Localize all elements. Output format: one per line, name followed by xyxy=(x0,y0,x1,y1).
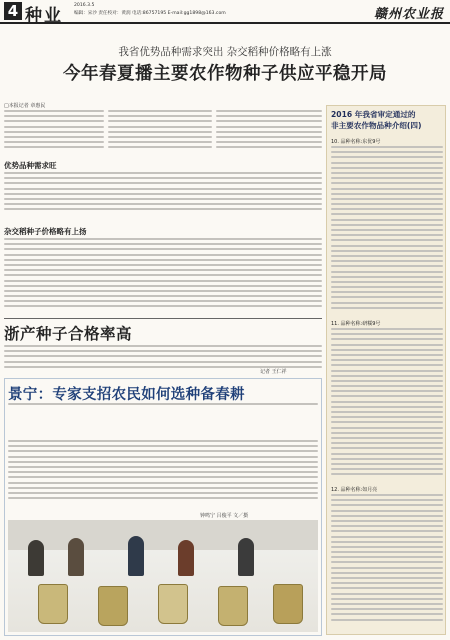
sidebar-entry-12-body xyxy=(331,494,443,630)
article-body-col2 xyxy=(108,110,212,156)
subhead-demand: 优势品种需求旺 xyxy=(4,161,57,170)
photo-person-3 xyxy=(128,536,144,576)
feature-body xyxy=(8,440,318,510)
sidebar-entry-10: 10. 品种名称:东优9号 xyxy=(331,139,381,145)
lead-headline: 今年春夏播主要农作物种子供应平稳开局 xyxy=(63,64,387,84)
sidebar-entry-11-body xyxy=(331,328,443,480)
seed-bag-2 xyxy=(98,586,128,626)
sidebar-title-line1: 2016 年我省审定通过的 xyxy=(331,110,416,119)
seed-bag-4 xyxy=(218,586,248,626)
masthead xyxy=(0,0,450,24)
photo-background-wall xyxy=(8,520,318,550)
sidebar-entry-12: 12. 品种名称:如月亮 xyxy=(331,487,378,493)
feature-title: 景宁：专家支招农民如何选种备春耕 xyxy=(8,387,245,403)
section-name: 种业 xyxy=(25,6,63,26)
photo-person-2 xyxy=(68,538,84,576)
seed-bag-3 xyxy=(158,584,188,624)
article-body-block2 xyxy=(4,172,322,216)
issue-date: 2016.3.5 xyxy=(74,3,95,8)
paper-logo: 赣州农业报 xyxy=(373,7,444,22)
article-body-col1 xyxy=(4,110,104,156)
photo-person-1 xyxy=(28,540,44,576)
subhead-price: 杂交稻种子价格略有上扬 xyxy=(4,227,87,236)
lead-kicker: 我省优势品种需求突出 杂交稻种价格略有上涨 xyxy=(118,46,332,58)
section2-credit: 记者 王仁祥 xyxy=(260,369,287,375)
article-body-col3 xyxy=(216,110,322,156)
lead-byline: □本报记者 章惠民 xyxy=(4,103,46,109)
sidebar-title-line2: 非主要农作物品种介绍(四) xyxy=(331,121,422,130)
sidebar-entry-11: 11. 品种名称:研糯9号 xyxy=(331,321,381,327)
contact-info: 电话:86757195 E-mail:gg1898@163.com xyxy=(132,11,226,16)
article-body-block3 xyxy=(4,238,322,314)
editor-line xyxy=(74,10,226,16)
feature-photo xyxy=(8,520,318,632)
sidebar-entry-10-body xyxy=(331,146,443,316)
photo-person-5 xyxy=(238,538,254,576)
seed-bag-5 xyxy=(273,584,303,624)
page-number: 4 xyxy=(4,2,22,20)
divider-rule xyxy=(4,318,322,319)
section2-title: 浙产种子合格率高 xyxy=(4,325,133,343)
photo-person-4 xyxy=(178,540,194,576)
feature-intro xyxy=(8,403,318,409)
seed-bag-1 xyxy=(38,584,68,624)
feature-credit: 钟鸣宁 吕俊平 文／摄 xyxy=(200,513,249,519)
editor-info: 编辑：宋沙 责任校对：黄润 xyxy=(74,11,131,16)
